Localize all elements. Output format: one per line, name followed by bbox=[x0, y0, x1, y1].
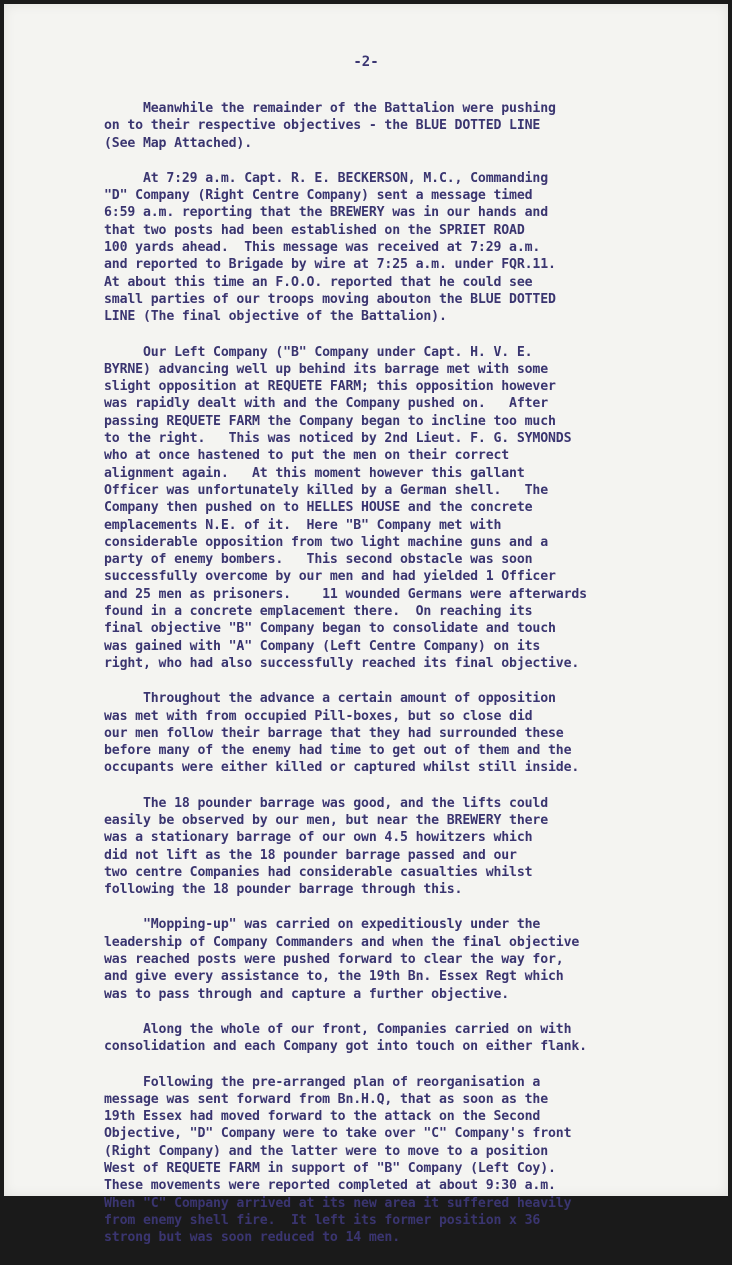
text-line: Objective, "D" Company were to take over "C" Company's front bbox=[104, 1126, 572, 1142]
text-line: These movements were reported completed at about 9:30 a.m. bbox=[104, 1178, 556, 1194]
paragraph bbox=[104, 100, 664, 152]
text-line: occupants were either killed or captured whilst still inside. bbox=[104, 760, 580, 776]
text-line: strong but was soon reduced to 14 men. bbox=[104, 1230, 401, 1246]
text-line: message was sent forward from Bn.H.Q, that as soon as the bbox=[104, 1091, 549, 1107]
document-body bbox=[104, 100, 664, 1265]
paragraph bbox=[104, 170, 664, 326]
text-line: When "C" Company arrived at its new area it suffered heavily bbox=[104, 1195, 572, 1211]
text-line: Company then pushed on to HELLES HOUSE and the concrete bbox=[104, 500, 533, 516]
text-line: was met with from occupied Pill-boxes, but so close did bbox=[104, 708, 533, 724]
text-line: was to pass through and capture a further objective. bbox=[104, 986, 510, 1002]
text-line: "D" Company (Right Centre Company) sent a message timed bbox=[104, 188, 533, 204]
text-line: Officer was unfortunately killed by a German shell. The bbox=[104, 482, 549, 498]
text-line: following the 18 pounder barrage through this. bbox=[104, 882, 463, 898]
text-line: BYRNE) advancing well up behind its barrage met with some bbox=[104, 361, 549, 377]
text-line: right, who had also successfully reached its final objective. bbox=[104, 655, 580, 671]
text-line: that two posts had been established on the SPRIET ROAD bbox=[104, 222, 525, 238]
text-line: (See Map Attached). bbox=[104, 135, 253, 151]
text-line: Along the whole of our front, Companies carried on with bbox=[104, 1021, 572, 1037]
text-line: was gained with "A" Company (Left Centre Company) on its bbox=[104, 638, 541, 654]
text-line: and 25 men as prisoners. 11 wounded Germans were afterwards bbox=[104, 586, 587, 602]
text-line: from enemy shell fire. It left its former position x 36 bbox=[104, 1212, 541, 1228]
text-line: and give every assistance to, the 19th Bn. Essex Regt which bbox=[104, 969, 564, 985]
paragraph bbox=[104, 1021, 664, 1056]
text-line: Throughout the advance a certain amount of opposition bbox=[104, 691, 556, 707]
text-line: alignment again. At this moment however this gallant bbox=[104, 465, 525, 481]
text-line: 19th Essex had moved forward to the attack on the Second bbox=[104, 1109, 541, 1125]
page-number: -2- bbox=[353, 54, 379, 70]
text-line: was reached posts were pushed forward to clear the way for, bbox=[104, 952, 564, 968]
text-line: was rapidly dealt with and the Company pushed on. After bbox=[104, 396, 549, 412]
text-line: found in a concrete emplacement there. On reaching its bbox=[104, 604, 533, 620]
text-line: "Mopping-up" was carried on expeditiously under the bbox=[104, 917, 541, 933]
text-line: Meanwhile the remainder of the Battalion were pushing bbox=[104, 101, 556, 116]
text-line: (Right Company) and the latter were to move to a position bbox=[104, 1143, 549, 1159]
text-line: West of REQUETE FARM in support of "B" Company (Left Coy). bbox=[104, 1161, 556, 1177]
text-line: The 18 pounder barrage was good, and the lifts could bbox=[104, 795, 549, 811]
text-line: 100 yards ahead. This message was received at 7:29 a.m. bbox=[104, 240, 541, 256]
text-line: LINE (The final objective of the Battalion). bbox=[104, 309, 447, 325]
text-line: consolidation and each Company got into touch on either flank. bbox=[104, 1039, 587, 1055]
text-line: successfully overcome by our men and had yielded 1 Officer bbox=[104, 569, 556, 585]
text-line: who at once hastened to put the men on their correct bbox=[104, 448, 510, 464]
text-line: slight opposition at REQUETE FARM; this opposition however bbox=[104, 379, 556, 395]
text-line: Following the pre-arranged plan of reorganisation a bbox=[104, 1074, 541, 1090]
text-line: was a stationary barrage of our own 4.5 howitzers which bbox=[104, 830, 533, 846]
text-line: Our Left Company ("B" Company under Capt. H. V. E. bbox=[104, 344, 533, 360]
paragraph bbox=[104, 1074, 664, 1247]
text-line: easily be observed by our men, but near the BREWERY there bbox=[104, 812, 549, 828]
text-line: leadership of Company Commanders and when the final objective bbox=[104, 934, 580, 950]
text-line: and reported to Brigade by wire at 7:25 a.m. under FQR.11. bbox=[104, 257, 556, 273]
text-line: considerable opposition from two light machine guns and a bbox=[104, 534, 549, 550]
text-line: party of enemy bombers. This second obstacle was soon bbox=[104, 552, 533, 568]
text-line: final objective "B" Company began to consolidate and touch bbox=[104, 621, 556, 637]
text-line: small parties of our troops moving abouton the BLUE DOTTED bbox=[104, 291, 556, 307]
document-page bbox=[4, 4, 728, 1246]
paragraph bbox=[104, 795, 664, 899]
text-line: did not lift as the 18 pounder barrage passed and our bbox=[104, 847, 517, 863]
text-line: two centre Companies had considerable casualties whilst bbox=[104, 864, 533, 880]
paragraph bbox=[104, 916, 664, 1002]
paragraph bbox=[104, 690, 664, 776]
text-line: At about this time an F.O.O. reported that he could see bbox=[104, 274, 533, 290]
text-line: before many of the enemy had time to get out of them and the bbox=[104, 743, 572, 759]
text-line: on to their respective objectives - the BLUE DOTTED LINE bbox=[104, 118, 541, 134]
text-line: At 7:29 a.m. Capt. R. E. BECKERSON, M.C., Commanding bbox=[104, 170, 549, 186]
text-line: our men follow their barrage that they had surrounded these bbox=[104, 725, 564, 741]
text-line: passing REQUETE FARM the Company began to incline too much bbox=[104, 413, 556, 429]
text-line: emplacements N.E. of it. Here "B" Company met with bbox=[104, 517, 502, 533]
text-line: 6:59 a.m. reporting that the BREWERY was in our hands and bbox=[104, 205, 549, 221]
text-line: to the right. This was noticed by 2nd Lieut. F. G. SYMONDS bbox=[104, 431, 572, 447]
paragraph bbox=[104, 344, 664, 673]
